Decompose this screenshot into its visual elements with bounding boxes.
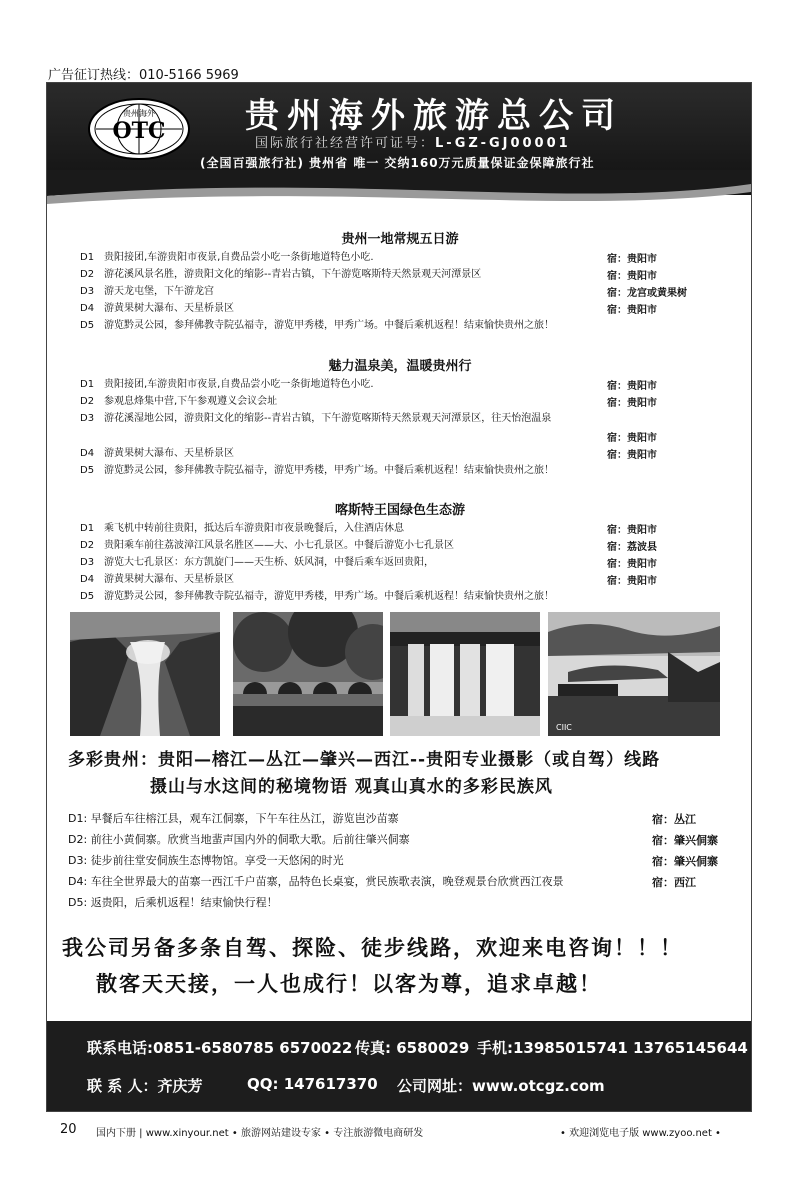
stay-label: 宿：贵阳市: [607, 381, 657, 392]
day-text: 游黄果树大瀑布、天星桥景区: [104, 448, 234, 459]
day-text: 返贵阳，后乘机返程！结束愉快行程！: [90, 896, 278, 909]
route-row: [68, 895, 278, 911]
day-label: D5: [80, 465, 95, 476]
itinerary-row: [80, 538, 454, 553]
stay-label: 宿：荔波县: [607, 542, 657, 553]
day-text: 游花溪湿地公园，游贵阳文化的缩影--青岩古镇，下午游览喀斯特天然景观天河潭景区，往天怡泡温泉: [104, 413, 552, 424]
day-text: 前往小黄侗寨。欣赏当地蜚声国内外的侗歌大歌。后前往肇兴侗寨: [90, 833, 410, 846]
route-row: [68, 853, 344, 869]
license-label: 国际旅行社经营许可证号：: [255, 136, 436, 151]
itinerary-row: [80, 284, 214, 299]
itinerary-row: [80, 572, 234, 587]
day-label: D1: [80, 379, 95, 390]
contact-qq: QQ: 147617370: [247, 1075, 378, 1093]
license-line: [255, 132, 571, 151]
day-label: D2:: [68, 833, 88, 846]
day-label: D4: [80, 448, 95, 459]
itinerary-row: [80, 318, 554, 333]
day-text: 游览黔灵公园，参拜佛教寺院弘福寺，游览甲秀楼，甲秀广场。中餐后乘机返程！结束愉快贵州之旅！: [104, 465, 554, 476]
day-text: 游览黔灵公园，参拜佛教寺院弘福寺，游览甲秀楼，甲秀广场。中餐后乘机返程！结束愉快贵州之旅！: [104, 591, 554, 602]
stay-label: 宿：贵阳市: [607, 525, 657, 536]
day-label: D5: [80, 591, 95, 602]
itinerary-row: [80, 394, 277, 409]
photo-stone-bridge: [233, 612, 383, 736]
route-row: [68, 832, 410, 848]
stay-label: 宿：贵阳市: [607, 576, 657, 587]
day-text: 乘飞机中转前往贵阳，抵达后车游贵阳市夜景晚餐后，入住酒店休息: [104, 523, 404, 534]
day-label: D3: [80, 557, 95, 568]
day-text: 游黄果树大瀑布、天星桥景区: [104, 574, 234, 585]
photo-waterfall-gorge: [70, 612, 220, 736]
itinerary-row: [80, 463, 554, 478]
day-label: D3:: [68, 854, 88, 867]
footer-right: • 欢迎浏览电子版 www.zyoo.net •: [560, 1128, 721, 1139]
itinerary-row: [80, 301, 234, 316]
stay-label: 宿：龙宫或黄果树: [607, 288, 687, 299]
itinerary-row: [80, 521, 404, 536]
day-text: 车往全世界最大的苗寨一西江千户苗寨，品特色长桌宴，赏民族歌表演，晚登观景台欣赏西江夜景: [90, 875, 564, 888]
day-label: D5: [80, 320, 95, 331]
itinerary-row: [80, 267, 481, 282]
day-label: D3: [80, 286, 95, 297]
company-name: 贵州海外旅游总公司: [245, 96, 623, 136]
day-label: D2: [80, 396, 95, 407]
logo-arc-text: 贵州海外: [123, 109, 155, 118]
ad-hotline: 广告征订热线：010-5166 5969: [48, 68, 239, 83]
day-text: 游天龙屯堡，下午游龙宫: [104, 286, 214, 297]
stay-label: 宿：贵阳市: [607, 433, 657, 444]
itinerary-row: [80, 555, 434, 570]
itinerary-row: [80, 589, 554, 604]
day-text: 游黄果树大瀑布、天星桥景区: [104, 303, 234, 314]
stay-label: 宿：肇兴侗寨: [652, 834, 718, 847]
contact-website[interactable]: 公司网址：www.otcgz.com: [397, 1077, 605, 1095]
contact-phone: 联系电话:0851-6580785 6570022: [87, 1039, 353, 1057]
photo-huangguoshu-falls: [390, 612, 540, 736]
day-label: D1: [80, 252, 95, 263]
route-title: 多彩贵州：贵阳—榕江—丛江—肇兴—西江--贵阳专业摄影（或自驾）线路: [68, 750, 661, 770]
otc-logo: [86, 96, 192, 162]
itinerary-row: [80, 250, 374, 265]
route-subtitle: 摄山与水这间的秘境物语 观真山真水的多彩民族风: [150, 777, 553, 797]
footer-left: 国内下册 | www.xinyour.net • 旅游网站建设专家 • 专注旅游微电商研发: [96, 1128, 424, 1139]
day-label: D2: [80, 269, 95, 280]
section-title: 贵州一地常规五日游: [341, 232, 459, 247]
header-swoosh: [47, 170, 751, 212]
photo-watermark: CIIC: [556, 723, 572, 732]
itinerary-row: [80, 446, 234, 461]
promo-line-1: 我公司另备多条自驾、探险、徒步线路，欢迎来电咨询！！！: [62, 936, 683, 960]
stay-label: 宿：贵阳市: [607, 398, 657, 409]
stay-label: 宿：西江: [652, 876, 696, 889]
day-label: D2: [80, 540, 95, 551]
day-text: 贵阳接团,车游贵阳市夜景,自费品尝小吃一条街地道特色小吃.: [104, 379, 374, 390]
day-label: D4: [80, 303, 95, 314]
license-number: L-GZ-GJ00001: [435, 136, 571, 151]
page-number: 20: [60, 1122, 77, 1137]
stay-label: 宿：贵阳市: [607, 559, 657, 570]
itinerary-row: [80, 411, 551, 426]
itinerary-row: [80, 377, 374, 392]
stay-label: 宿：丛江: [652, 813, 696, 826]
contact-person: 联 系 人：齐庆芳: [87, 1077, 203, 1095]
route-row: [68, 874, 564, 890]
day-label: D3: [80, 413, 95, 424]
contact-fax: 传真: 6580029: [355, 1039, 470, 1057]
contact-mobile: 手机:13985015741 13765145644: [477, 1039, 748, 1057]
day-text: 早餐后车往榕江县，观车江侗寨，下午车往丛江，游览岜沙苗寨: [90, 812, 399, 825]
day-label: D4:: [68, 875, 88, 888]
stay-label: 宿：贵阳市: [607, 254, 657, 265]
day-text: 参观息烽集中营,下午参观遵义会议会址: [104, 396, 278, 407]
stay-label: 宿：贵阳市: [607, 271, 657, 282]
day-label: D4: [80, 574, 95, 585]
day-text: 游览大七孔景区：东方凯旋门——天生桥、妖风洞，中餐后乘车返回贵阳，: [104, 557, 434, 568]
section-title: 魅力温泉美，温暖贵州行: [328, 359, 472, 374]
stay-label: 宿：肇兴侗寨: [652, 855, 718, 868]
stay-label: 宿：贵阳市: [607, 305, 657, 316]
day-text: 徒步前往堂安侗族生态博物馆。享受一天悠闲的时光: [90, 854, 344, 867]
company-slogan: (全国百强旅行社) 贵州省 唯一 交纳160万元质量保证金保障旅行社: [200, 156, 595, 170]
day-text: 贵阳乘车前往荔波漳江风景名胜区——大、小七孔景区。中餐后游览小七孔景区: [104, 540, 454, 551]
day-label: D1:: [68, 812, 88, 825]
logo-text: OTC: [112, 118, 166, 144]
route-row: [68, 811, 399, 827]
section-title: 喀斯特王国绿色生态游: [334, 503, 465, 518]
contact-bar: [47, 1021, 751, 1111]
photo-lake-pavilion: [548, 612, 720, 736]
day-label: D5:: [68, 896, 88, 909]
day-text: 贵阳接团,车游贵阳市夜景,自费品尝小吃一条街地道特色小吃.: [104, 252, 374, 263]
day-text: 游览黔灵公园，参拜佛教寺院弘福寺，游览甲秀楼，甲秀广场。中餐后乘机返程！结束愉快贵州之旅！: [104, 320, 554, 331]
day-text: 游花溪风景名胜，游贵阳文化的缩影--青岩古镇，下午游览喀斯特天然景观天河潭景区: [104, 269, 482, 280]
stay-label: 宿：贵阳市: [607, 450, 657, 461]
promo-line-2: 散客天天接，一人也成行！以客为尊，追求卓越！: [96, 972, 602, 996]
day-label: D1: [80, 523, 95, 534]
